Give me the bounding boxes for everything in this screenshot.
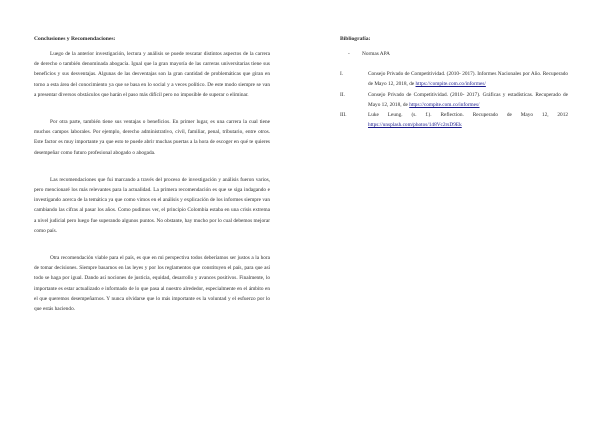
entry-citation: Consejo Privado de Competitividad. (2010- 2017). Gráficas y estadísticas. Recuperado de Mayo 12, 2018, de xyxy=(368,91,568,108)
entry-citation: Consejo Privado de Competitividad. (2010- 2017). Informes Nacionales por Año. Recuperado de Mayo 12, 2018, de xyxy=(368,71,568,88)
citation-style-label: Normas APA xyxy=(362,51,390,57)
entry-link[interactable]: https://compite.com.co/informes/ xyxy=(415,81,486,88)
entry-number: III. xyxy=(340,112,347,119)
bibliography-column xyxy=(340,35,568,130)
entry-number: II. xyxy=(340,91,345,98)
entry-number: I. xyxy=(340,71,344,78)
entry-text xyxy=(368,69,568,89)
entry-text xyxy=(368,90,568,110)
bibliography-heading: Bibliografía: xyxy=(340,36,371,42)
paragraph-4: Otra recomendación viable para el país, es que en mi perspectiva todos deberíamos ser justos a la hora de tomar decisiones. Siempre basarnos en las leyes y por los reglamentos que constituyen el país, para que así todo se haga por igual. Dando así nociones de justicia, equidad, desarrollo y avances positivos. Finalmente, lo importante es estar actualizado e informado de lo que pasa al nuestro alrededor, especialmente en el ámbito en el que queremos desempeñarnos. Y nunca olvidarse que lo más importante es la voluntad y el esfuerzo por lo que estás haciendo. xyxy=(34,255,270,313)
entry-text xyxy=(368,110,568,130)
conclusions-column xyxy=(34,35,270,331)
bibliography-entry xyxy=(340,110,568,130)
paragraph-1: Luego de la anterior investigación, lectura y análisis se puede rescatar distintos aspectos de la carrera de derecho o también denominada abogacía. Igual que la gran mayoría de las carreras universitarias tiene sus beneficios y sus desventajas. Algunas de las desventajas son la gran cantidad de problemáticas que giran en torno a esta área del conocimiento ya que se basa en lo social y a veces político. De este modo siempre se van a presentar diversos obstáculos que harán el paso más difícil pero no imposible de superar o eliminar. xyxy=(34,51,270,98)
dash-bullet: - xyxy=(348,51,350,57)
bibliography-entry xyxy=(340,90,568,110)
entry-link[interactable]: https://compite.com.co/informes/ xyxy=(409,101,480,108)
paragraph-3: Las recomendaciones que fui marcando a través del proceso de investigación y análisis fueron varios, pero mencionaré los más relevantes para la actualidad. La primera recomendación es que se siga indagando e investigando acerca de la temática ya que como vimos en el análisis y explicación de los informes siempre van cambiando las cifras al pasar los años. Como pudimos ver, el principio Colombia estaba en una crisis extrema a nivel judicial pero luego fue superando algunos puntos. No obstante, hay mucho por lo cual debemos mejorar como país. xyxy=(34,176,270,234)
paragraph-2: Por otra parte, también tiene sus ventajas o beneficios. En primer lugar, es una carrera la cual tiene muchos campos laborales. Por ejemplo, derecho administrativo, civil, familiar, penal, tributario, entre otros. Este factor es muy importante ya que esto te puede abrir muchas puertas a la hora de escoger en qué te quieres desempeñar como futuro profesional abogado o abogada. xyxy=(34,119,270,156)
entry-citation: Luke Leung. (s. f.). Reflection. Recuperado de Mayo 12, 2012 xyxy=(368,112,568,119)
citation-style-item xyxy=(348,49,568,59)
conclusions-heading: Conclusiones y Recomendaciones: xyxy=(34,36,116,42)
bibliography-entry xyxy=(340,69,568,89)
entry-link[interactable]: https://unsplash.com/photos/148Vc2rsD9Ek xyxy=(368,122,462,129)
